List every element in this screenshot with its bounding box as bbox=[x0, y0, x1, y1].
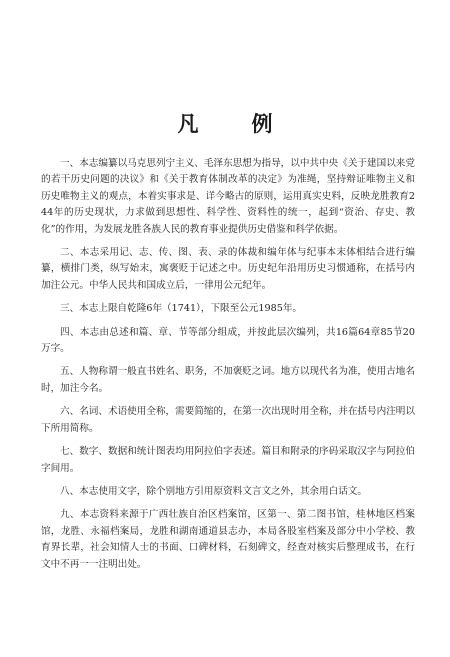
paragraph-7: 七、数字、数据和统计图表均用阿拉伯字表述。篇目和附录的序码采取汉字与阿拉伯字间用。 bbox=[41, 446, 415, 474]
paragraph-3: 三、本志上限自乾隆6年（1741），下限至公元1985年。 bbox=[60, 303, 303, 315]
notes-body bbox=[41, 156, 415, 580]
paragraph-6: 六、名词、术语使用全称，需要简缩的，在第一次出现时用全称，并在括号内注明以下所用简称。 bbox=[41, 406, 415, 434]
paragraph-5: 五、人物称谓一般直书姓名、职务，不加褒贬之词。地方以现代名为准，使用古地名时，加注今名。 bbox=[41, 366, 415, 394]
paragraph-1: 一、本志编纂以马克思列宁主义、毛泽东思想为指导，以中共中央《关于建国以来党的若干历史问题的决议》和《关于教育体制改革的决定》为准绳，坚持辩证唯物主义和历史唯物主义的观点，本着实事求是、详今略古的原则，运用真实史料，反映龙胜教育244年的历史现状，力求做到思想性、科学性、资料性的统一，起到“资治、存史、教化”的作用，为发展龙胜各族人民的教育事业提供历史借鉴和科学依据。 bbox=[41, 158, 415, 235]
paragraph-2: 二、本志采用记、志、传、图、表、录的体裁和编年体与纪事本末体相结合进行编纂，横排门类，纵写始末，寓褒贬于记述之中。历史纪年沿用历史习惯通称，在括号内加注公元。中华人民共和国成立后，一律用公元纪年。 bbox=[41, 247, 415, 291]
page-title: 凡 例 bbox=[177, 111, 289, 136]
paragraph-8: 八、本志使用文字，除个别地方引用原资料文言文之外，其余用白话文。 bbox=[60, 485, 367, 497]
paragraph-9: 九、本志资料来源于广西壮族自治区档案馆，区第一、第二图书馆，桂林地区档案馆，龙胜、永福档案局，龙胜和湖南通道县志办，本局各股室档案及部分中小学校、教育界长辈，社会知情人士的书面、口碑材料，石刻碑文，经查对核实后整理成书，在行文中不再一一注明出处。 bbox=[41, 509, 415, 570]
paragraph-4: 四、本志由总述和篇、章、节等部分组成，并按此层次编列，共16篇64章85节20万字。 bbox=[41, 326, 415, 355]
